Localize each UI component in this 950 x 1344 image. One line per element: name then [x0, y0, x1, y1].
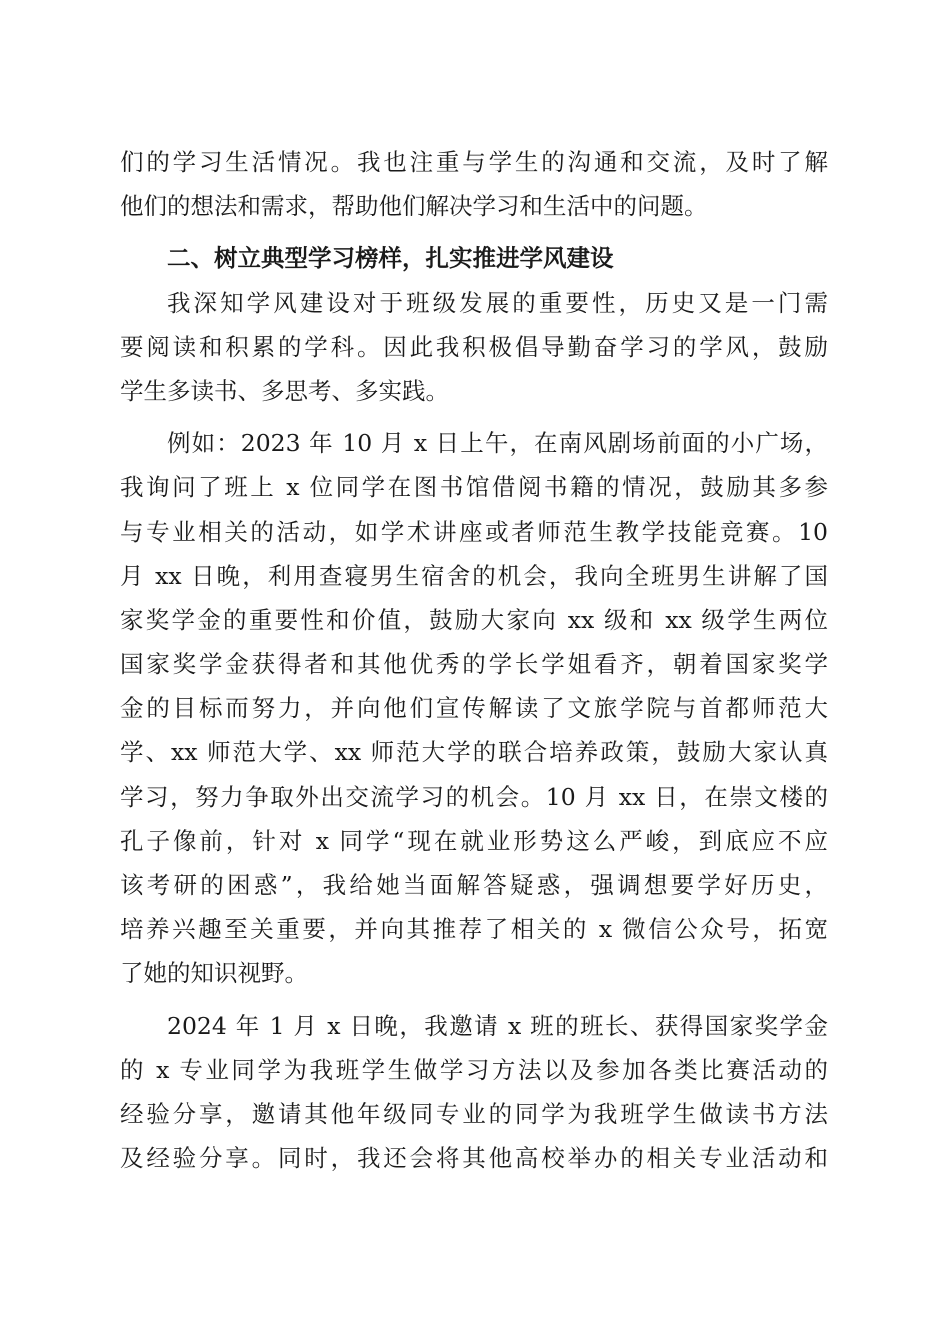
text-line: 月 xx 日晚，利用查寝男生宿舍的机会，我向全班男生讲解了国	[120, 561, 828, 590]
text-line: 国家奖学金获得者和其他优秀的学长学姐看齐，朝着国家奖学	[120, 650, 828, 679]
paragraph-p2	[120, 281, 828, 414]
text-line: 学生多读书、多思考、多实践。	[120, 376, 449, 405]
document-body	[120, 140, 828, 1180]
text-line: 金的目标而努力，并向他们宣传解读了文旅学院与首都师范大	[120, 694, 828, 723]
text-line: 我询问了班上 x 位同学在图书馆借阅书籍的情况，鼓励其多参	[120, 473, 828, 502]
text-line: 经验分享，邀请其他年级同专业的同学为我班学生做读书方法	[120, 1099, 828, 1128]
paragraph-p1	[120, 140, 828, 228]
text-line: 家奖学金的重要性和价值，鼓励大家向 xx 级和 xx 级学生两位	[120, 605, 828, 634]
text-line: 2024 年 1 月 x 日晚，我邀请 x 班的班长、获得国家奖学金	[167, 1011, 828, 1040]
text-line: 孔子像前，针对 x 同学“现在就业形势这么严峻，到底应不应	[120, 826, 828, 855]
text-line: 与专业相关的活动，如学术讲座或者师范生教学技能竞赛。10	[120, 517, 828, 546]
text-line: 我深知学风建设对于班级发展的重要性，历史又是一门需	[167, 288, 828, 317]
text-line: 学、xx 师范大学、xx 师范大学的联合培养政策，鼓励大家认真	[120, 738, 828, 767]
text-line: 例如：2023 年 10 月 x 日上午，在南风剧场前面的小广场，	[167, 429, 828, 458]
section-heading: 二、树立典型学习榜样，扎实推进学风建设	[167, 244, 614, 273]
text-line: 培养兴趣至关重要，并向其推荐了相关的 x 微信公众号，拓宽	[120, 915, 828, 944]
text-line: 的 x 专业同学为我班学生做学习方法以及参加各类比赛活动的	[120, 1055, 828, 1084]
text-line: 他们的想法和需求，帮助他们解决学习和生活中的问题。	[120, 192, 708, 221]
paragraph-p3	[120, 421, 828, 995]
paragraph-p4	[120, 1004, 828, 1181]
text-line: 及经验分享。同时，我还会将其他高校举办的相关专业活动和	[120, 1144, 828, 1173]
text-line: 学习，努力争取外出交流学习的机会。10 月 xx 日，在崇文楼的	[120, 782, 828, 811]
text-line: 要阅读和积累的学科。因此我积极倡导勤奋学习的学风，鼓励	[120, 332, 828, 361]
text-line: 了她的知识视野。	[120, 959, 308, 988]
text-line: 该考研的困惑”，我给她当面解答疑惑，强调想要学好历史，	[120, 871, 828, 899]
text-line: 们的学习生活情况。我也注重与学生的沟通和交流，及时了解	[120, 148, 828, 176]
